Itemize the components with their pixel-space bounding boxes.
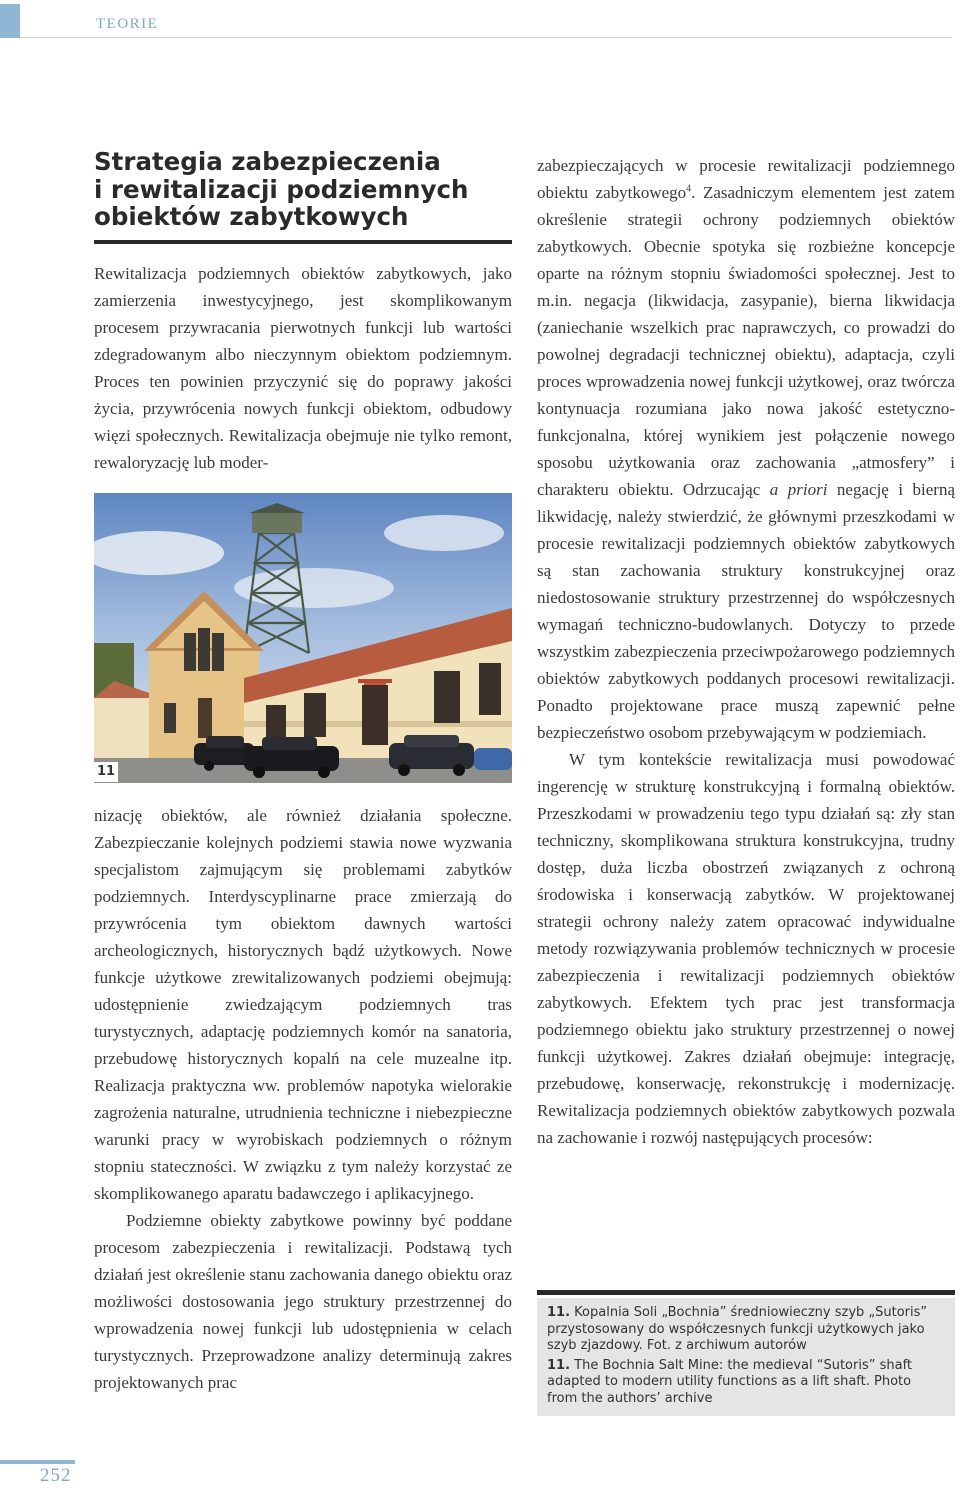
caption-polish-text: Kopalnia Soli „Bochnia” średniowieczny szyb „Sutoris” przystosowany do współczesnych funkcji użytkowych jako szyb zjazdowy. Fot. z archiwum autorów [547,1305,928,1353]
caption-english [547,1358,945,1408]
left-paragraph-1: Rewitalizacja podziemnych obiektów zabytkowych, jako zamierzenia inwestycyjnego, jest skomplikowanym procesem przywracania pierwotnych funkcji lub wartości zdegradowanym albo nieczynnym obiektom podziemnym. Proces ten powinien przyczynić się do poprawy jakości życia, przywrócenia nowych funkcji obiektom, odbudowy więzi społecznych. Rewitalizacja obejmuje nie tylko remont, rewaloryzację lub moder- [94,264,512,472]
left-paragraph-3: Podziemne obiekty zabytkowe powinny być poddane procesom zabezpieczenia i rewitalizacji. Podstawą tych działań jest określenie stanu zachowania danego obiektu oraz możliwości dostosowania jego struktury przestrzennej do wprowadzenia nowej funkcji lub udostępnienia w celach turystycznych. Przeprowadzone analizy determinują zakres projektowanych prac [94,1211,512,1392]
page-number: 252 [40,1465,72,1486]
title-line-1: Strategia zabezpieczenia [94,147,441,176]
title-rule [94,240,512,244]
right-paragraph-1-part-b: . Zasadniczym elementem jest zatem określenie strategii ochrony podziemnych obiektów zabytkowych. Obecnie spotyka się rozbieżne koncepcje oparte na różnym stopniu świadomości społecznej. Jest to m.in. negacja (likwidacja, zasypanie), bierna likwidacja (zaniechanie wszelkich prac naprawczych, co prowadzi do powolnej degradacji technicznej obiektu), adaptacja, czyli proces wprowadzenia nowej funkcji użytkowej, oraz twórcza kontynuacja rozumiana jako nowa jakość estetyczno-funkcjonalna, której wynikiem jest połączenie nowego sposobu użytkowania oraz zachowania „atmosfery” i charakteru obiektu. Odrzucając [537,183,955,499]
caption-english-number: 11. [547,1357,571,1373]
title-line-2: i rewitalizacji podziemnych [94,174,469,204]
mine-building-photo [94,493,512,783]
caption-polish [547,1305,945,1355]
article-title [94,148,512,231]
figure-number: 11 [94,762,118,782]
left-paragraph-2: nizację obiektów, ale również działania społeczne. Zabezpieczanie kolejnych podziemi stawia nowe wyzwania specjalistom zajmującym się problemami zabytków podziemnych. Interdyscyplinarne prace zmierzają do przywrócenia tym obiektom dawnych wartości archeologicznych, historycznych bądź użytkowych. Nowe funkcje użytkowe zrewitalizowanych podziemi obejmują: udostępnienie zwiedzającym podziemnych tras turystycznych, adaptację podziemnych komór na sanatoria, przebudowę historycznych kopalń na cele muzealne itp. Realizacja praktyczna ww. problemów napotyka wielorakie zagrożenia naturalne, utrudnienia techniczne i niebezpieczne warunki pracy w wyrobiskach podziemnych o różnym stopniu stateczności. W związku z tym należy korzystać ze skomplikowanego aparatu badawczego i aplikacyjnego. [94,806,512,1203]
header-rule [20,37,952,38]
left-column-lower [94,802,512,1396]
caption-polish-number: 11. [547,1305,571,1320]
right-paragraph-1-part-c: negację i bierną likwidację, należy stwierdzić, że głównymi przeszkodami w procesie rewitalizacji podziemnych obiektów zabytkowych są stan zachowania struktury konstrukcyjnej oraz niedostosowanie struktury przestrzennej do współczesnych wymagań techniczno-budowlanych. Dotyczy to przede wszystkim zabezpieczenia przeciwpożarowego podziemnych obiektów zabytkowych poddanych procesowi rewitalizacji. Ponadto projektowane prace muszą zapewnić pełne bezpieczeństwo osobom przebywającym w podziemiach. [537,480,955,742]
right-paragraph-1 [537,152,955,746]
right-paragraph-1-part-a: zabezpieczających w procesie rewitalizacji podziemnego obiektu zabytkowego [537,156,955,202]
caption-rule [537,1290,955,1295]
title-line-3: obiektów zabytkowych [94,202,409,231]
a-priori-italic: a priori [769,480,828,499]
footer-accent-bar [0,1460,75,1464]
footnote-ref-4: 4 [686,183,692,195]
section-label: TEORIE [96,16,159,32]
right-column [537,152,955,1151]
right-paragraph-2: W tym kontekście rewitalizacja musi powodować ingerencję w strukturę konstrukcyjną i formalną obiektów. Przeszkodami w prowadzeniu tego typu działań są: zły stan techniczny, skomplikowana struktura konstrukcyjna, trudny dostęp, duża liczba obostrzeń związanych z ochroną środowiska i konserwacją zabytków. W projektowanej strategii ochrony należy zatem opracować indywidualne metody rozwiązywania problemów technicznych w procesie zabezpieczenia i rewitalizacji podziemnych obiektów zabytkowych. Efektem tych prac jest transformacja podziemnego obiektu jako struktury przestrzennej o nowej funkcji użytkowej. Zakres działań obejmuje: integrację, przebudowę, konserwację, rekonstrukcję i modernizację. Rewitalizacja podziemnych obiektów zabytkowych pozwala na zachowanie i rozwój następujących procesów: [537,750,955,1147]
figure-caption-box [537,1298,955,1416]
caption-english-text: The Bochnia Salt Mine: the medieval “Sutoris” shaft adapted to modern utility functions as a lift shaft. Photo from the authors’ archive [547,1357,913,1406]
header-accent-tab [0,4,20,38]
